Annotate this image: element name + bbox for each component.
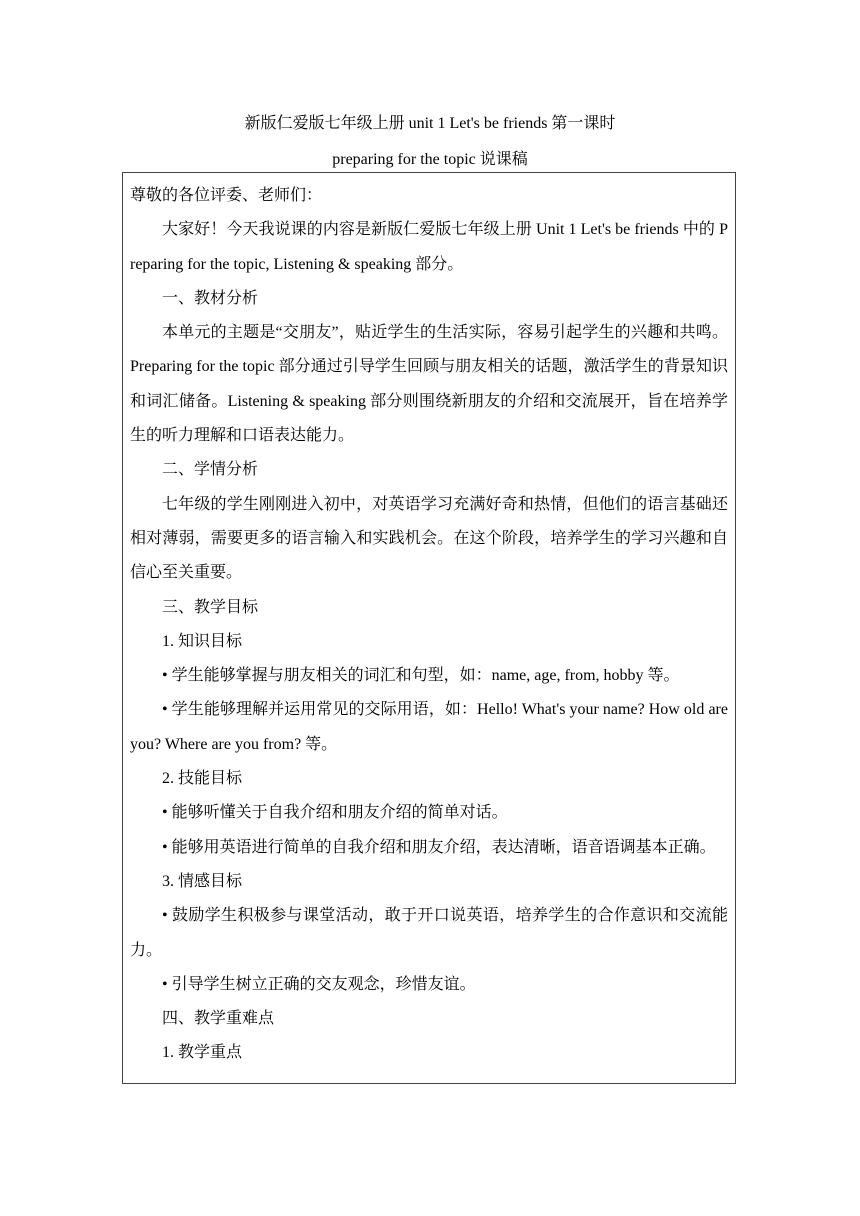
bullet-item: • 鼓励学生积极参与课堂活动，敢于开口说英语，培养学生的合作意识和交流能力。: [130, 907, 728, 959]
content-box: [122, 172, 736, 1084]
subheading-emotional-goals: 3. 情感目标: [162, 872, 243, 890]
bullet-item: • 能够听懂关于自我介绍和朋友介绍的简单对话。: [162, 804, 508, 822]
document-title-line-2: preparing for the topic 说课稿: [332, 151, 528, 168]
section-heading-teaching-goals: 三、教学目标: [162, 598, 259, 616]
subheading-teaching-focus: 1. 教学重点: [162, 1044, 243, 1062]
section-heading-key-points: 四、教学重难点: [162, 1010, 275, 1028]
bullet-item: • 引导学生树立正确的交友观念，珍惜友谊。: [162, 975, 476, 993]
subheading-skill-goals: 2. 技能目标: [162, 770, 243, 788]
greeting: 尊敬的各位评委、老师们：: [130, 187, 323, 204]
subheading-knowledge-goals: 1. 知识目标: [162, 632, 243, 650]
student-analysis-paragraph: 七年级的学生刚刚进入初中，对英语学习充满好奇和热情，但他们的语言基础还相对薄弱，需要更多的语言输入和实践机会。在这个阶段，培养学生的学习兴趣和自信心至关重要。: [130, 495, 728, 582]
document-title-line-1: 新版仁爱版七年级上册 unit 1 Let's be friends 第一课时: [244, 115, 616, 132]
section-heading-textbook-analysis: 一、教材分析: [162, 289, 259, 307]
bullet-item: • 能够用英语进行简单的自我介绍和朋友介绍，表达清晰，语音语调基本正确。: [162, 838, 716, 856]
intro-paragraph: 大家好！今天我说课的内容是新版仁爱版七年级上册 Unit 1 Let's be friends 中的 Preparing for the topic, Listening & speaking 部分。: [130, 221, 728, 273]
bullet-item: • 学生能够理解并运用常见的交际用语，如：Hello! What's your name? How old are you? Where are you from? 等。: [130, 701, 728, 753]
bullet-item: • 学生能够掌握与朋友相关的词汇和句型，如：name, age, from, hobby 等。: [162, 667, 680, 685]
textbook-analysis-paragraph: 本单元的主题是“交朋友”，贴近学生的生活实际，容易引起学生的兴趣和共鸣。Preparing for the topic 部分通过引导学生回顾与朋友相关的话题，激活学生的背景知识和词汇储备。Listening & speaking 部分则围绕新朋友的介绍和交流展开，旨在培养学生的听力理解和口语表达能力。: [130, 324, 728, 445]
section-heading-student-analysis: 二、学情分析: [162, 461, 259, 479]
